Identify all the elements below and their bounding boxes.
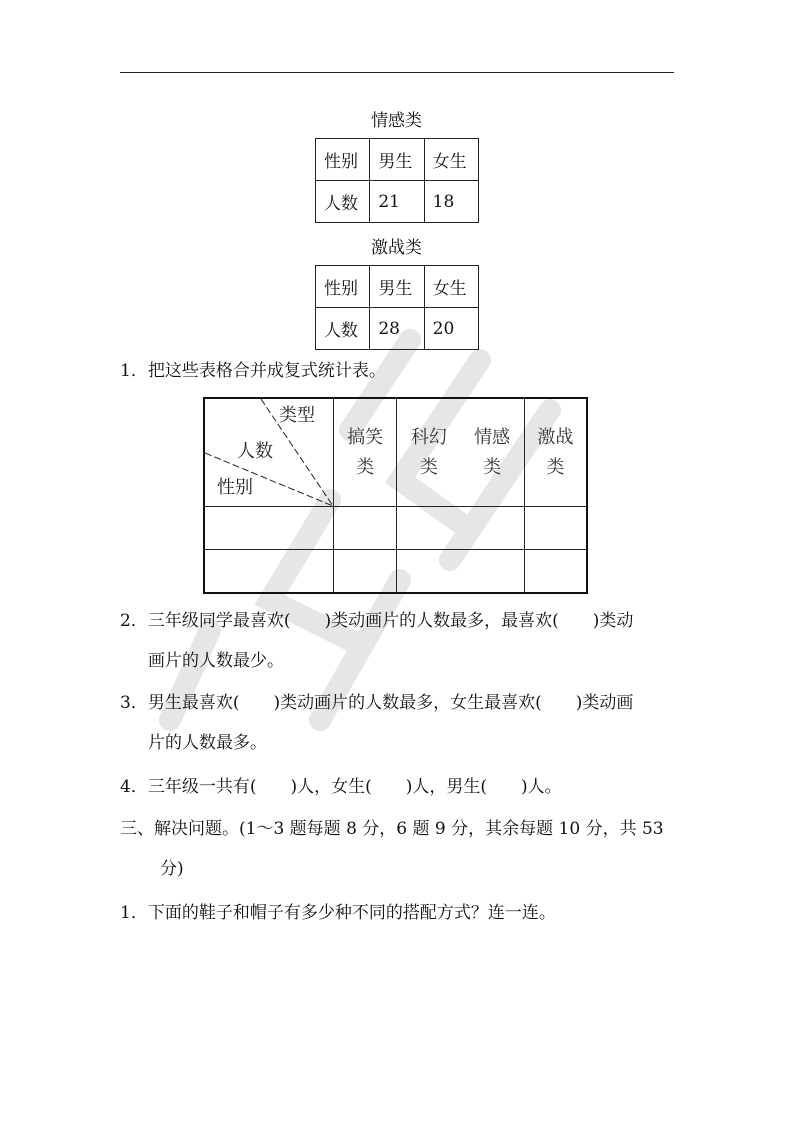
column-header-battle <box>524 398 587 507</box>
corner-label-count: 人数 <box>237 441 273 462</box>
table-cell: 人数 <box>316 308 370 350</box>
question-1: 1．把这些表格合并成复式统计表。 <box>120 361 386 381</box>
section-text: 分) <box>160 859 184 879</box>
blank-cell[interactable] <box>524 550 587 593</box>
table-cell: 男生 <box>370 266 424 308</box>
column-header-text: 情感 <box>474 426 511 448</box>
column-header-text: 类 <box>419 456 438 478</box>
blank-cell[interactable] <box>334 507 397 550</box>
question-2 <box>120 610 680 672</box>
table-cell: 人数 <box>316 181 370 223</box>
blank-cell[interactable] <box>524 507 587 550</box>
table-cell: 性别 <box>316 266 370 308</box>
compound-stat-table <box>203 397 588 594</box>
question-3 <box>120 692 680 754</box>
corner-label-gender: 性别 <box>217 477 253 498</box>
table-cell: 28 <box>370 308 424 350</box>
question-text: 2．三年级同学最喜欢( )类动画片的人数最多，最喜欢( )类动 <box>120 611 634 631</box>
table-cell: 18 <box>424 181 478 223</box>
column-header-comedy <box>334 398 397 507</box>
blank-cell[interactable] <box>204 550 334 593</box>
column-header-scifi-emotion <box>397 398 524 507</box>
column-header-text: 类 <box>356 456 375 478</box>
battle-table <box>315 265 479 350</box>
table-caption-1: 情感类 <box>371 111 422 131</box>
table-cell: 21 <box>370 181 424 223</box>
header-rule <box>120 72 674 73</box>
column-header-text: 类 <box>483 456 502 478</box>
emotion-table <box>315 138 479 223</box>
column-header-text: 类 <box>546 456 565 478</box>
table-cell: 女生 <box>424 139 478 181</box>
corner-label-type: 类型 <box>279 405 315 426</box>
column-header-text: 搞笑 <box>347 426 384 448</box>
section-3-heading <box>120 818 680 880</box>
question-text: 片的人数最多。 <box>148 733 267 753</box>
question-4: 4．三年级一共有( )人，女生( )人，男生( )人。 <box>120 777 562 797</box>
question-text: 画片的人数最少。 <box>148 651 284 671</box>
table-cell: 20 <box>424 308 478 350</box>
table-cell: 女生 <box>424 266 478 308</box>
blank-cell[interactable] <box>397 550 524 593</box>
blank-cell[interactable] <box>397 507 524 550</box>
column-header-text: 激战 <box>537 426 574 448</box>
section-text: 三、解决问题。(1～3 题每题 8 分，6 题 9 分，其余每题 10 分，共 53 <box>120 819 664 839</box>
table-cell: 男生 <box>370 139 424 181</box>
diagonal-header-cell <box>204 398 334 507</box>
table-cell: 性别 <box>316 139 370 181</box>
question-text: 3．男生最喜欢( )类动画片的人数最多，女生最喜欢( )类动画 <box>120 693 634 713</box>
section-3-question-1: 1．下面的鞋子和帽子有多少种不同的搭配方式？连一连。 <box>120 903 556 923</box>
blank-cell[interactable] <box>334 550 397 593</box>
blank-cell[interactable] <box>204 507 334 550</box>
table-caption-2: 激战类 <box>371 238 422 258</box>
column-header-text: 科幻 <box>410 426 447 448</box>
